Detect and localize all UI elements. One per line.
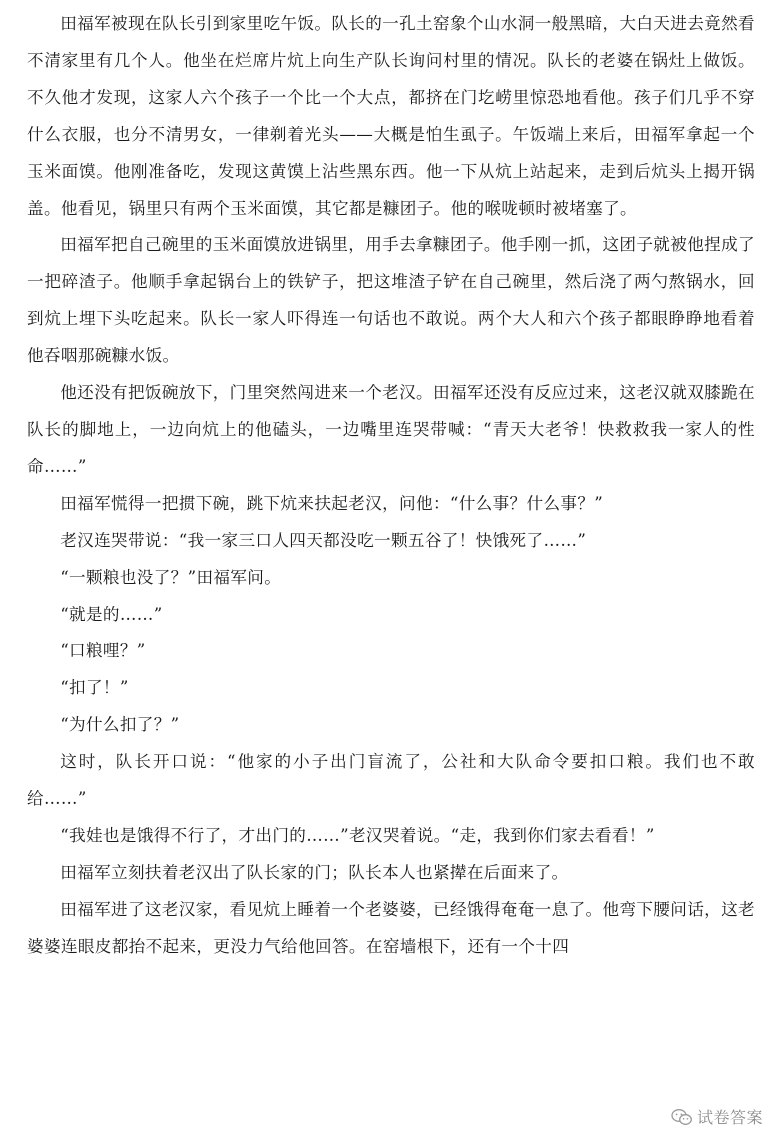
- paragraph-13: 田福军立刻扶着老汉出了队长家的门；队长本人也紧撵在后面来了。: [60, 862, 569, 882]
- paragraph-8: “口粮哩？”: [60, 641, 146, 661]
- paragraph-9: “扣了！”: [60, 678, 129, 698]
- paragraph-5: 老汉连哭带说：“我一家三口人四天都没吃一颗五谷了！快饿死了……”: [60, 530, 587, 550]
- paragraph-14: 田福军进了这老汉家，看见炕上睡着一个老婆婆，已经饿得奄奄一息了。他弯下腰问话，这老婆婆连眼皮都抬不起来，更没力气给他回答。在窑墙根下，还有一个十四: [27, 899, 755, 956]
- paragraph-2: 田福军把自己碗里的玉米面馍放进锅里，用手去拿糠团子。他手刚一抓，这团子就被他捏成了一把碎渣子。他顺手拿起锅台上的铁铲子，把这堆渣子铲在自己碗里，然后浇了两勺熬锅水，回到炕上埋下头吃起来。队长一家人吓得连一句话也不敢说。两个大人和六个孩子都眼睁睁地看着他吞咽那碗糠水饭。: [27, 235, 755, 366]
- paragraph-6: “一颗粮也没了？”田福军问。: [60, 567, 282, 587]
- paragraph-7: “就是的……”: [60, 604, 163, 624]
- paragraph-10: “为什么扣了？”: [60, 715, 180, 735]
- paragraph-11: 这时，队长开口说：“他家的小子出门盲流了，公社和大队命令要扣口粮。我们也不敢给……”: [27, 752, 755, 809]
- paragraph-4: 田福军慌得一把掼下碗，跳下炕来扶起老汉，问他：“什么事？什么事？”: [60, 493, 604, 513]
- paragraph-1: 田福军被现在队长引到家里吃午饭。队长的一孔土窑象个山水洞一般黑暗，大白天进去竟然看不清家里有几个人。他坐在烂席片炕上向生产队长询问村里的情况。队长的老婆在锅灶上做饭。不久他才发现，这家人六个孩子一个比一个大点，都挤在门圪崂里惊恐地看他。孩子们几乎不穿什么衣服，也分不清男女，一律剃着光头——大概是怕生虱子。午饭端上来后，田福军拿起一个玉米面馍。他刚准备吃，发现这黄馍上沾些黑东西。他一下从炕上站起来，走到后炕头上揭开锅盖。他看见，锅里只有两个玉米面馍，其它都是糠团子。他的喉咙顿时被堵塞了。: [27, 14, 755, 218]
- paragraph-3: 他还没有把饭碗放下，门里突然闯进来一个老汉。田福军还没有反应过来，这老汉就双膝跪在队长的脚地上，一边向炕上的他磕头，一边嘴里连哭带喊：“青天大老爷！快救救我一家人的性命……”: [27, 383, 755, 476]
- wechat-icon: [671, 1108, 693, 1126]
- watermark: [669, 1105, 767, 1128]
- paragraph-12: “我娃也是饿得不行了，才出门的……”老汉哭着说。“走，我到你们家去看看！”: [60, 825, 655, 845]
- watermark-text: 试卷答案: [696, 1108, 763, 1127]
